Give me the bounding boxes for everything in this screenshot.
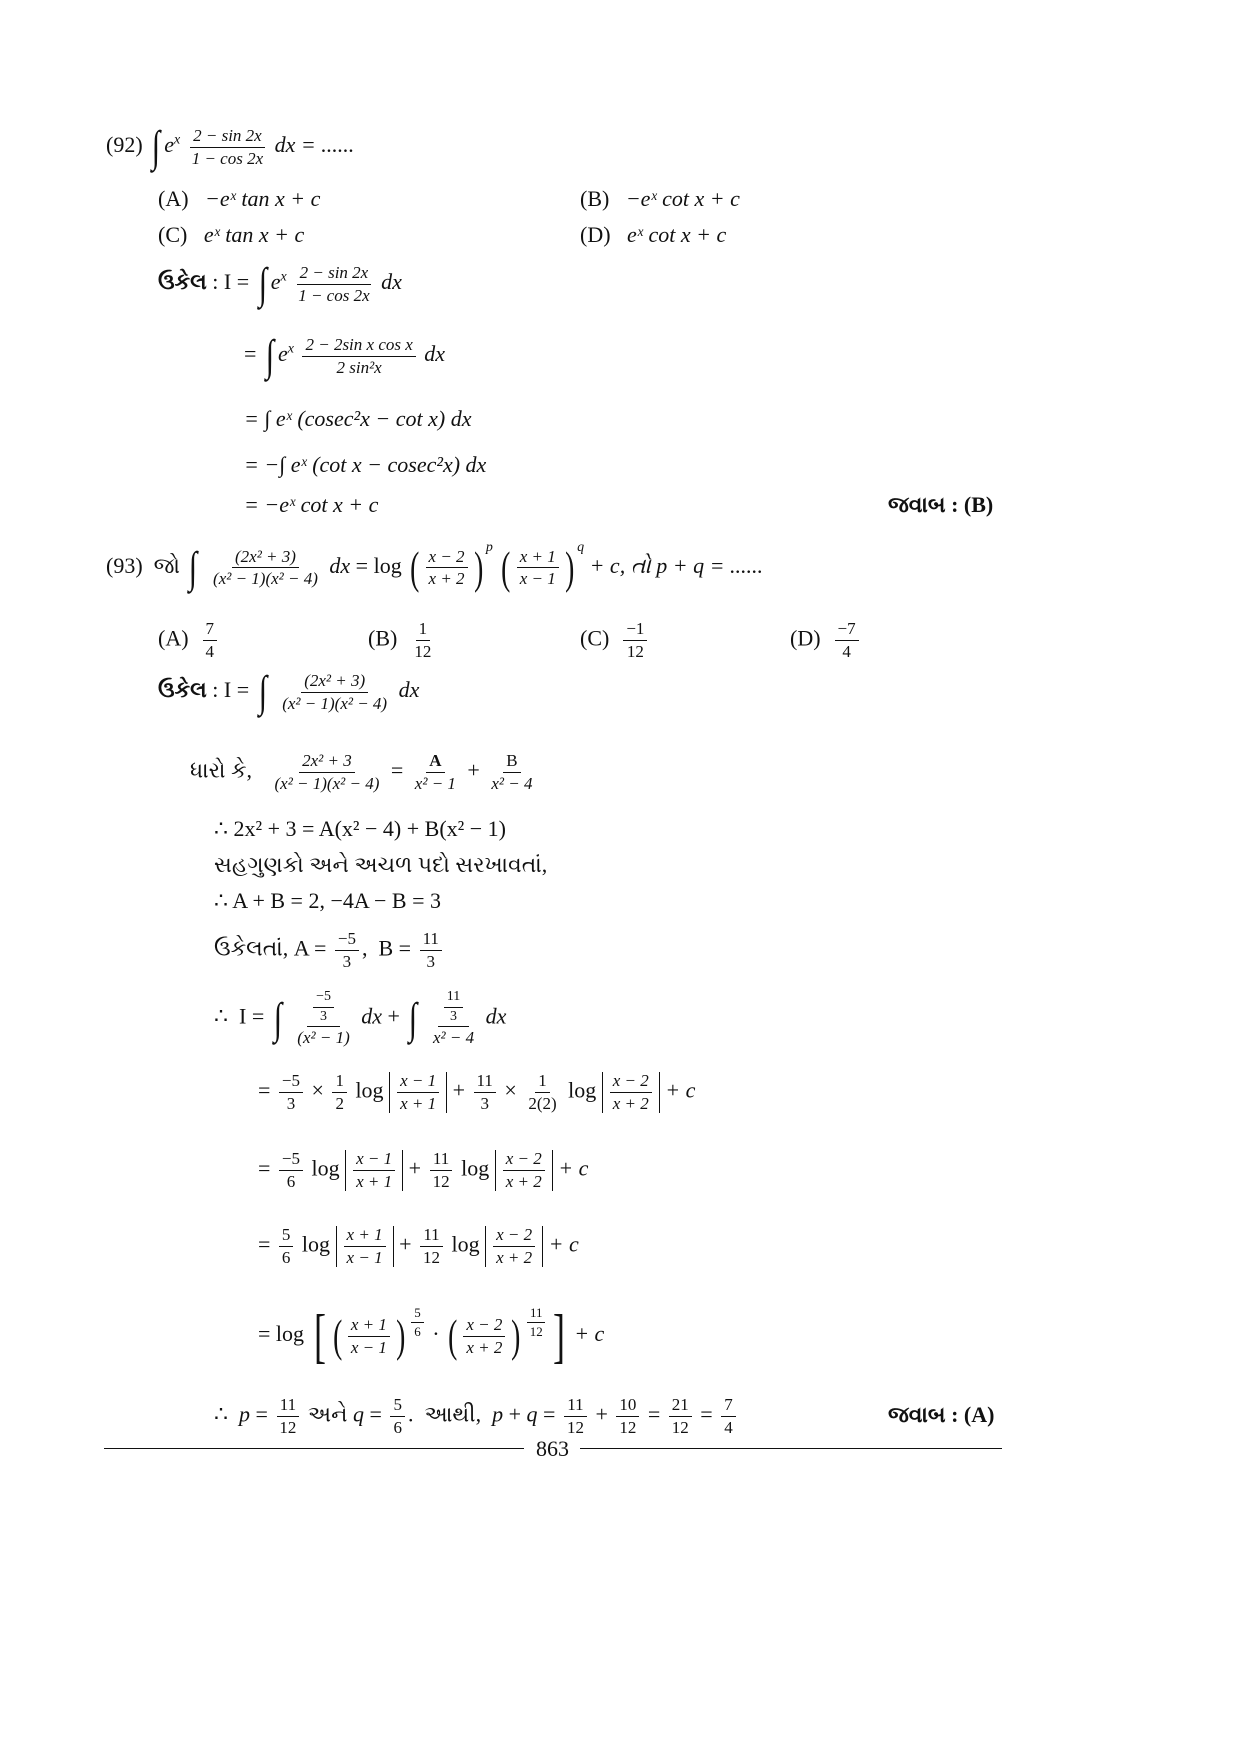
- integral-sign: ∫: [258, 667, 267, 716]
- integral-sign: ∫: [189, 542, 198, 592]
- integral-sign: ∫: [151, 122, 161, 171]
- q93-step-log2: = $\frac{-5}{6}$ log $\frac{x - 1}{x + 1}$ + $\frac{11}{12}$ log $\frac{x - 2}{x + 2}$ + c: [258, 1149, 589, 1191]
- q93-statement: (93) જો ∫ $\frac{\text{(2x² + 3)}}{\text{(x² − 1)(x² − 4)}}$ dx = log ( $\frac{x - 2}{x + 2}$ ) $^p$ ( $\frac{x + 1}{x - 1}$ ) $^q$ + c, તો p + q = ......: [106, 540, 763, 593]
- q92-solution-step1: ઉકેલ : I = ∫ $e^x$ $\frac{2 - \sin 2x}{1 - \cos 2x}$ dx: [158, 259, 402, 308]
- q93-partial-fraction: ધારો કે, $\frac{\text{2x² + 3}}{\text{(x² − 1)(x² − 4)}}$ = $\frac{A}{\text{x² − 1}}$ + $\frac{B}{\text{x² − 4}}$: [190, 751, 533, 793]
- q93-solution-step1: ઉકેલ : I = ∫ $\frac{\text{(2x² + 3)}}{\text{(x² − 1)(x² − 4)}}$ dx: [158, 667, 420, 716]
- q93-step-log4: = log [ ( $\frac{x + 1}{x - 1}$ ) $\frac{5}{6}$ · ( $\frac{x - 2}{x + 2}$ ) $\frac{11}{12}$ ] + c: [258, 1303, 605, 1369]
- q92-answer: જવાબ : (B): [888, 492, 994, 517]
- page-number: 863: [536, 1436, 569, 1461]
- q92-tail: dx = ......: [274, 132, 355, 158]
- q93-final: ∴ p = $\frac{11}{12}$ અને q = $\frac{5}{6}$ . આથી, p + q = $\frac{11}{12}$ + $\frac{10}{12}$ = $\frac{21}{12}$ = $\frac{7}{4}$: [214, 1396, 739, 1437]
- q92-option-b: (B) −eˣ cot x + c: [580, 186, 740, 211]
- q93-step-coeff: ∴ 2x² + 3 = A(x² − 4) + B(x² − 1): [214, 816, 506, 841]
- q92-solution-step2: = ∫ $e^x$ $\frac{\text{2 − 2sin x cos x}}{\text{2 sin²x}}$ dx: [244, 331, 446, 380]
- integral-sign: ∫: [409, 993, 418, 1043]
- q93-step-split: ∴ I = ∫ $\frac{\frac{-5}{3}}{\text{(x² − 1)}}$ dx + ∫ $\frac{\frac{11}{3}}{\text{x² − 4}}$ dx: [214, 989, 507, 1048]
- q93-answer: જવાબ : (A): [888, 1402, 995, 1427]
- q93-solving: ઉકેલતાં, A = $\frac{-5}{3}$ , B = $\frac{11}{3}$: [214, 930, 445, 971]
- q92-solution-step3: = ∫ eˣ (cosec²x − cot x) dx: [244, 406, 472, 431]
- integral-sign: ∫: [273, 993, 282, 1043]
- solution-label: ઉકેલ: [158, 269, 207, 295]
- q93-compare-text: સહગુણકો અને અચળ પદો સરખાવતાં,: [214, 852, 548, 877]
- solution-label: ઉકેલ: [158, 677, 207, 703]
- q92-statement: (92) ∫ $e^x$ $\frac{2 - \sin 2x}{1 - \cos 2x}$ dx = ......: [106, 122, 355, 171]
- q93-step-system: ∴ A + B = 2, −4A − B = 3: [214, 888, 442, 913]
- q93-step-log1: = $\frac{-5}{3}$ × $\frac{1}{2}$ log $\frac{x - 1}{x + 1}$ + $\frac{11}{3}$ × $\frac{1}{2(2)}$ log $\frac{x - 2}{x + 2}$ + c: [258, 1071, 696, 1113]
- q93-option-c: (C) $\frac{-1}{12}$: [580, 620, 650, 661]
- footer-rule-right: [580, 1448, 1002, 1449]
- q92-solution-step4: = −∫ eˣ (cot x − cosec²x) dx: [244, 452, 487, 477]
- q92-solution-step5: = −eˣ cot x + c: [244, 492, 379, 517]
- q92-option-a: (A) −eˣ tan x + c: [158, 186, 321, 211]
- q93-option-b: (B) $\frac{1}{12}$: [368, 619, 432, 661]
- q92-integrand: $\frac{2 - \sin 2x}{1 - \cos 2x}$: [191, 125, 264, 168]
- q92-number: (92): [106, 132, 143, 158]
- footer-rule-left: [104, 1448, 524, 1449]
- q92-option-d: (D) eˣ cot x + c: [580, 222, 727, 247]
- q93-number: (93): [106, 553, 143, 578]
- q93-option-a: (A) $\frac{7}{4}$: [158, 620, 220, 661]
- q92-option-c: (C) eˣ tan x + c: [158, 222, 305, 247]
- q93-option-d: (D) $\frac{-7}{4}$: [790, 620, 862, 661]
- q93-step-log3: = $\frac{5}{6}$ log $\frac{x + 1}{x - 1}$ + $\frac{11}{12}$ log $\frac{x - 2}{x + 2}$ + c: [258, 1225, 579, 1267]
- integral-sign: ∫: [265, 331, 275, 380]
- integral-sign: ∫: [258, 259, 267, 308]
